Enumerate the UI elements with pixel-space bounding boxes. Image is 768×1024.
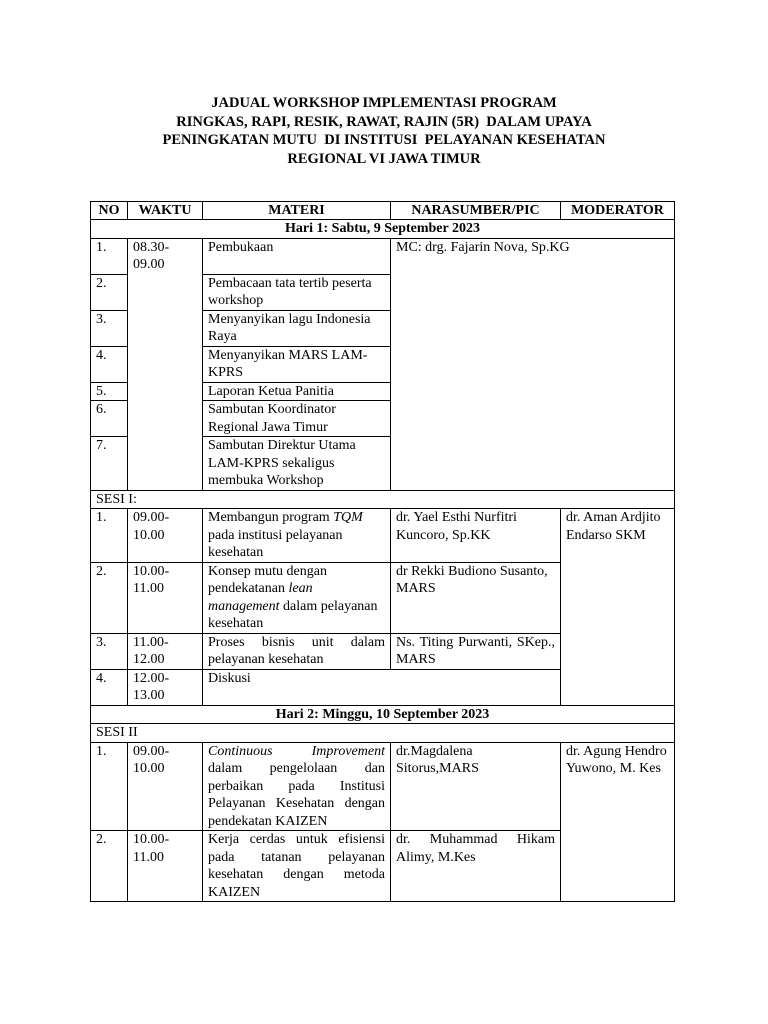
row-waktu: 08.30-09.00 — [128, 238, 203, 490]
table-row — [91, 742, 675, 831]
materi-text: Konsep mutu dengan pendekatanan — [208, 563, 327, 596]
header-materi: MATERI — [203, 202, 391, 220]
row-no: 7. — [91, 437, 128, 491]
table-row — [91, 509, 675, 563]
row-moderator: dr. Aman Ardjito Endarso SKM — [561, 509, 675, 706]
materi-text: pada institusi pelayanan kesehatan — [208, 527, 343, 560]
day-row — [91, 705, 675, 724]
row-materi: Kerja cerdas untuk efisiensi pada tatanan pelayanan kesehatan dengan metoda KAIZEN — [203, 831, 391, 902]
row-no: 4. — [91, 669, 128, 705]
session-row — [91, 724, 675, 743]
day2-label: Hari 2: Minggu, 10 September 2023 — [91, 705, 675, 724]
row-no: 3. — [91, 310, 128, 346]
row-no: 2. — [91, 274, 128, 310]
row-narasumber: dr. Yael Esthi Nurfitri Kuncoro, Sp.KK — [391, 509, 561, 563]
row-materi — [203, 742, 391, 831]
row-narasumber: dr Rekki Budiono Susanto, MARS — [391, 562, 561, 633]
day-row — [91, 220, 675, 239]
row-no: 2. — [91, 831, 128, 902]
row-materi: Diskusi — [203, 669, 561, 705]
row-no: 3. — [91, 633, 128, 669]
row-materi: Laporan Ketua Panitia — [203, 382, 391, 401]
header-moderator: MODERATOR — [561, 202, 675, 220]
row-waktu: 12.00-13.00 — [128, 669, 203, 705]
title-line-4: REGIONAL VI JAWA TIMUR — [287, 150, 481, 167]
row-narasumber: MC: drg. Fajarin Nova, Sp.KG — [391, 238, 675, 490]
row-materi: Menyanyikan MARS LAM-KPRS — [203, 346, 391, 382]
header-waktu: WAKTU — [128, 202, 203, 220]
materi-text: Membangun program — [208, 510, 334, 525]
row-no: 5. — [91, 382, 128, 401]
row-narasumber: Ns. Titing Purwanti, SKep., MARS — [391, 633, 561, 669]
row-no: 2. — [91, 562, 128, 633]
row-no: 6. — [91, 401, 128, 437]
sesi2-label: SESI II — [91, 724, 675, 743]
materi-emphasis: lean management — [208, 581, 313, 614]
session-row — [91, 490, 675, 509]
document-title — [0, 94, 768, 168]
row-narasumber: dr.Magdalena Sitorus,MARS — [391, 742, 561, 831]
row-materi — [203, 509, 391, 563]
row-waktu: 10.00-11.00 — [128, 831, 203, 902]
row-materi: Pembacaan tata tertib peserta workshop — [203, 274, 391, 310]
sesi1-label: SESI I: — [91, 490, 675, 509]
row-moderator: dr. Agung Hendro Yuwono, M. Kes — [561, 742, 675, 902]
row-materi: Proses bisnis unit dalam pelayanan kesehatan — [203, 633, 391, 669]
row-narasumber: dr. Muhammad Hikam Alimy, M.Kes — [391, 831, 561, 902]
title-line-1: JADUAL WORKSHOP IMPLEMENTASI PROGRAM — [211, 95, 557, 111]
day1-label: Hari 1: Sabtu, 9 September 2023 — [91, 220, 675, 239]
title-line-3: PENINGKATAN MUTU DI INSTITUSI PELAYANAN KESEHATAN — [162, 132, 606, 148]
row-materi — [203, 562, 391, 633]
row-no: 1. — [91, 742, 128, 831]
title-line-2: RINGKAS, RAPI, RESIK, RAWAT, RAJIN (5R) DALAM UPAYA — [176, 113, 592, 130]
row-no: 1. — [91, 238, 128, 274]
row-no: 1. — [91, 509, 128, 563]
table-row — [91, 238, 675, 274]
materi-emphasis: TQM — [333, 510, 363, 525]
materi-emphasis: Continuous Improvement — [208, 743, 385, 759]
row-materi: Menyanyikan lagu Indonesia Raya — [203, 310, 391, 346]
header-no: NO — [91, 202, 128, 220]
row-waktu: 10.00-11.00 — [128, 562, 203, 633]
row-waktu: 09.00-10.00 — [128, 742, 203, 831]
row-materi: Sambutan Direktur Utama LAM-KPRS sekaligus membuka Workshop — [203, 437, 391, 491]
row-waktu: 11.00-12.00 — [128, 633, 203, 669]
header-narasumber: NARASUMBER/PIC — [391, 202, 561, 220]
materi-text: dalam pelayanan kesehatan — [208, 598, 378, 631]
materi-text: dalam pengelolaan dan perbaikan pada Institusi Pelayanan Kesehatan dengan pendekatan KAIZEN — [208, 761, 385, 829]
row-waktu: 09.00-10.00 — [128, 509, 203, 563]
row-materi: Pembukaan — [203, 238, 391, 274]
header-row — [91, 202, 675, 220]
schedule-table — [90, 201, 675, 902]
row-materi: Sambutan Koordinator Regional Jawa Timur — [203, 401, 391, 437]
row-no: 4. — [91, 346, 128, 382]
